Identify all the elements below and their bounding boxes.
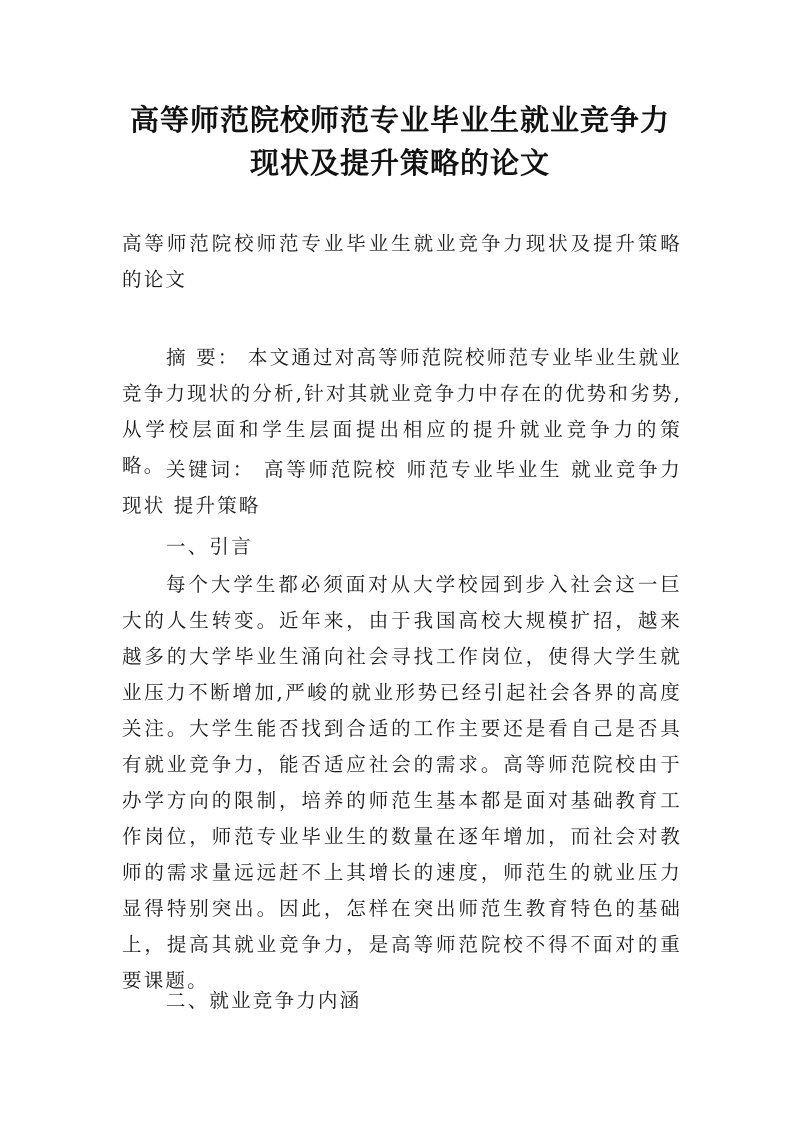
section1-paragraph-block — [122, 567, 682, 999]
section1-heading: 一、引言 — [166, 535, 253, 558]
abstract-text: 摘 要： 本文通过对高等师范院校师范专业毕业生就业竞争力现状的分析,针对其就业竞争力中存在的优势和劣势,从学校层面和学生层面提出相应的提升就业竞争力的策略。 — [122, 346, 682, 477]
subtitle-text: 高等师范院校师范专业毕业生就业竞争力现状及提升策略的论文 — [122, 232, 682, 291]
document-title-line2: 现状及提升策略的论文 — [249, 146, 550, 180]
keywords-text: 关键词： 高等师范院校 师范专业毕业生 就业竞争力现状 提升策略 — [122, 458, 682, 517]
section1-paragraph: 每个大学生都必须面对从大学校园到步入社会这一巨大的人生转变。近年来，由于我国高校大规模扩招，越来越多的大学毕业生涌向社会寻找工作岗位，使得大学生就业压力不断增加,严峻的就业形势已经引起社会各界的高度关注。大学生能否找到合适的工作主要还是看自己是否具有就业竞争力，能否适应社会的需求。高等师范院校由于办学方向的限制，培养的师范生基本都是面对基础教育工作岗位，师范专业毕业生的数量在逐年增加，而社会对教师的需求量远远赶不上其增长的速度，师范生的就业压力显得特别突出。因此，怎样在突出师范生教育特色的基础上，提高其就业竞争力，是高等师范院校不得不面对的重要课题。 — [122, 573, 682, 992]
section2-heading-block — [122, 983, 682, 1019]
section1-heading-block — [122, 529, 682, 565]
document-subtitle — [122, 226, 682, 298]
section2-heading: 二、就业竞争力内涵 — [166, 989, 362, 1012]
keywords-section — [122, 452, 682, 524]
document-title-line1: 高等师范院校师范专业毕业生就业竞争力 — [129, 103, 670, 137]
